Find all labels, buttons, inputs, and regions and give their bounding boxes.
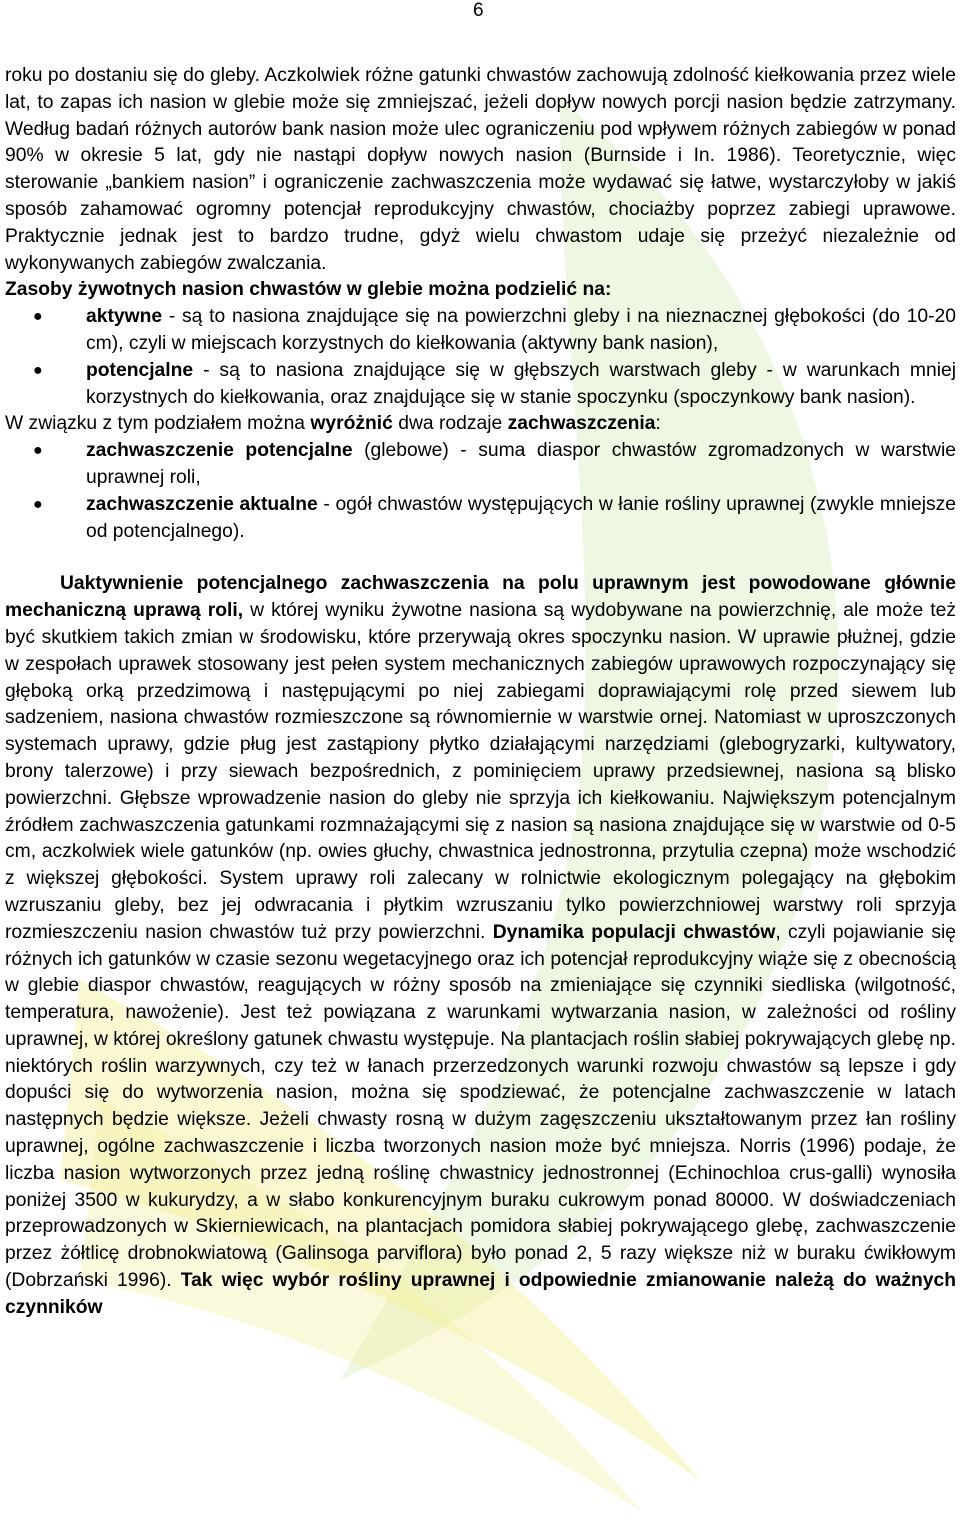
- text-run: w której wyniku żywotne nasiona są wydobywane na powierzchnię, ale może też być skutkiem takich zmian w środowisku, które przerywają okres spoczynku nasion. W uprawie płużnej, gdzie w zespołach uprawek stosowany jest pełen system mechanicznych zabiegów uprawowych rozpoczynający się głęboką orką przedzimową i następującymi po niej zabiegami doprawiającymi rolę przed siewem lub sadzeniem, nasiona chwastów rozmieszczone są równomiernie w warstwie ornej. Natomiast w uproszczonych systemach uprawy, gdzie pług jest zastąpiony płytko działającymi narzędziami (glebogryzarki, kultywatory, brony talerzowe) i przy siewach bezpośrednich, z pominięciem uprawy przedsiewnej, nasiona są blisko powierzchni. Głębsze wprowadzenie nasion do gleby nie sprzyja ich kiełkowaniu. Największym potencjalnym źródłem zachwaszczenia gatunkami rozmnażającymi się z nasion są nasiona znajdujące się w warstwie od 0-5 cm, aczkolwiek wiele gatunków (np. owies głuchy, chwastnica jednostronna, przytulia czepna) może wschodzić z większej głębokości. System uprawy roli zalecany w rolnictwie ekologicznym polegający na głębokim wzruszaniu gleby, bez jej odwracania i płytkim wzruszaniu tylko powierzchniowej warstwy roli sprzyja rozmieszczeniu nasion chwastów tuż przy powierzchni.: [5, 600, 956, 943]
- list-item-text: - są to nasiona znajdujące się na powierzchni gleby i na nieznacznej głębokości (do 10-20 cm), czyli w miejscach korzystnych do kiełkowania (aktywny bank nasion),: [86, 306, 956, 354]
- text-run-bold: zachwaszczenia: [507, 413, 656, 435]
- list-item: [5, 304, 956, 358]
- paragraph-seed-bank: roku po dostaniu się do gleby. Aczkolwiek różne gatunki chwastów zachowują zdolność kiełkowania przez wiele lat, to zapas ich nasion w glebie może się zmniejszać, jeżeli dopływ nowych porcji nasion będzie zatrzymany. Według badań różnych autorów bank nasion może ulec ograniczeniu pod wpływem różnych zabiegów w ponad 90% w okresie 5 lat, gdy nie nastąpi dopływ nowych nasion (Burnside i In. 1986). Teoretycznie, więc sterowanie „bankiem nasion” i ograniczenie zachwaszczenia może wydawać się łatwe, wystarczyłoby w jakiś sposób zahamować ogromny potencjał reprodukcyjny chwastów, chociażby poprzez zabiegi uprawowe. Praktycznie jednak jest to bardzo trudne, gdyż wielu chwastom udaje się przeżyć niezależnie od wykonywanych zabiegów zwalczania.: [5, 65, 956, 274]
- text-run: , czyli pojawianie się różnych ich gatunków w czasie sezonu wegetacyjnego oraz ich potencjał reprodukcyjny wiąże się z obecnością w glebie diaspor chwastów, reagujących w różny sposób na zmieniające się czynniki siedliska (wilgotność, temperatura, nawożenie). Jest też powiązana z warunkami wytwarzania nasion, w zależności od rośliny uprawnej, w której określony gatunek chwastu występuje. Na plantacjach roślin słabiej pokrywających glebę np. niektórych roślin warzywnych, czy też w łanach przerzedzonych warunki rozwoju chwastów są lepsze i gdy dopuści się do wytworzenia nasion, można się spodziewać, że potencjalne zachwaszczenie w latach następnych będzie większe. Jeżeli chwasty rosną w dużym zagęszczeniu ukształtowanym przez łan rośliny uprawnej, ogólne zachwaszczenie i liczba tworzonych nasion może być mniejsza. Norris (1996) podaje, że liczba nasion wytworzonych przez jedną roślinę chwastnicy jednostronnej (Echinochloa crus-galli) wynosiła poniżej 3500 w kukurydzy, a w słabo konkurencyjnym buraku cukrowym ponad 80000. W doświadczeniach przeprowadzonych w Skierniewicach, na plantacjach pomidora słabiej pokrywającego glebę, zachwaszczenie przez żółtlicę drobnokwiatową (Galinsoga parviflora) było ponad 2, 5 razy większe niż w buraku ćwikłowym (Dobrzański 1996).: [5, 921, 956, 1292]
- list-item-term: potencjalne: [86, 359, 194, 381]
- bullet-icon: ●: [33, 361, 43, 379]
- text-run: W związku z tym podziałem można: [5, 413, 311, 435]
- section-heading-seed-resources: Zasoby żywotnych nasion chwastów w glebie można podzielić na:: [5, 279, 612, 301]
- text-run-bold: Dynamika populacji chwastów: [492, 921, 776, 943]
- list-item: [5, 492, 956, 546]
- text-run: dwa rodzaje: [392, 413, 508, 435]
- list-item-term: zachwaszczenie potencjalne: [86, 440, 353, 462]
- bullet-icon: ●: [33, 308, 43, 326]
- text-run: :: [655, 413, 661, 435]
- list-item: [5, 358, 956, 412]
- list-item-text: - ogół chwastów występujących w łanie rośliny uprawnej (zwykle mniejsze od potencjalnego).: [86, 493, 956, 542]
- list-item: [5, 438, 956, 492]
- bullet-icon: ●: [33, 495, 43, 513]
- list-seed-resources: [5, 304, 956, 411]
- paragraph-weed-types-intro: [5, 411, 956, 438]
- paragraph-spacer: [5, 545, 956, 571]
- document-body: [5, 63, 956, 1322]
- text-run-bold: Uaktywnienie potencjalnego zachwaszczenia na polu uprawnym jest powodowane głównie mechaniczną uprawą roli,: [5, 573, 956, 622]
- list-item-term: zachwaszczenie aktualne: [86, 493, 318, 515]
- page-number: 6: [473, 0, 484, 21]
- text-run-bold: wyróżnić: [310, 413, 393, 435]
- paragraph-activation: [5, 571, 956, 1321]
- list-item-text: - są to nasiona znajdujące się w głębszych warstwach gleby - w warunkach mniej korzystnych do kiełkowania, oraz znajdujące się w stanie spoczynku (spoczynkowy bank nasion).: [86, 359, 956, 408]
- text-run-bold: Tak więc wybór rośliny uprawnej i odpowiednie zmianowanie należą do ważnych czynników: [5, 1270, 956, 1318]
- list-weed-types: [5, 438, 956, 545]
- list-item-term: aktywne: [86, 306, 163, 328]
- list-item-text: (glebowe) - suma diaspor chwastów zgromadzonych w warstwie uprawnej roli,: [86, 440, 956, 488]
- bullet-icon: ●: [33, 442, 43, 460]
